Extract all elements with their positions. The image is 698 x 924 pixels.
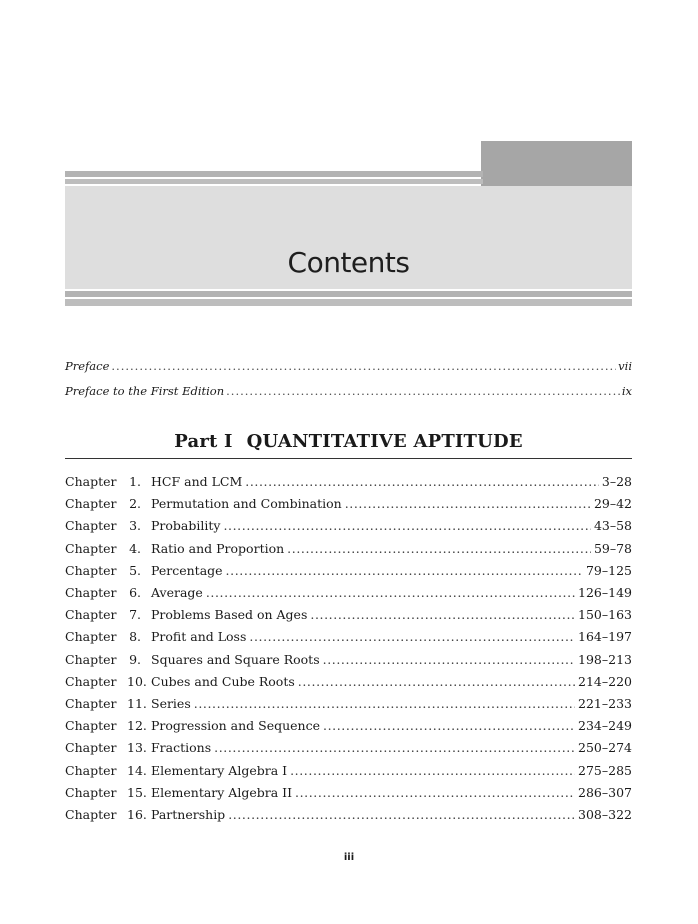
chapter-pages: 43–58 xyxy=(593,518,632,534)
chapter-title: Progression and Sequence xyxy=(151,718,321,734)
toc-entry-chapter[interactable] xyxy=(65,563,632,581)
chapter-pages: 29–42 xyxy=(593,496,632,512)
chapter-label: Chapter xyxy=(65,585,117,600)
chapter-number: 2. xyxy=(129,496,141,512)
chapter-label: Chapter xyxy=(65,607,117,623)
toc-entry-chapter[interactable] xyxy=(65,652,632,670)
leader-dots xyxy=(345,496,591,511)
leader-dots xyxy=(245,474,599,489)
leader-dots xyxy=(214,740,575,755)
part-label: Part I xyxy=(174,431,233,452)
chapter-number: 11. xyxy=(127,696,147,711)
chapter-title: Problems Based on Ages xyxy=(151,607,308,623)
banner-stripe xyxy=(65,171,483,177)
chapter-pages: 126–149 xyxy=(578,585,632,600)
chapter-title: Profit and Loss xyxy=(151,629,247,645)
chapter-title: Elementary Algebra II xyxy=(151,784,293,800)
chapter-pages: 198–213 xyxy=(578,651,632,667)
chapter-number: 3. xyxy=(129,518,141,534)
chapter-pages: 79–125 xyxy=(585,562,632,578)
toc-entry-chapter[interactable] xyxy=(65,674,632,692)
leader-dots xyxy=(295,785,575,800)
chapter-title: Percentage xyxy=(151,562,223,578)
entry-page: ix xyxy=(621,384,632,398)
entry-page: vii xyxy=(618,359,632,373)
part-heading xyxy=(65,431,632,452)
leader-dots xyxy=(206,585,575,600)
chapter-number: 16. xyxy=(127,807,147,822)
chapter-label: Chapter xyxy=(65,651,117,667)
chapter-label: Chapter xyxy=(65,696,117,711)
leader-dots xyxy=(323,652,575,667)
leader-dots xyxy=(194,696,575,711)
chapter-number: 13. xyxy=(127,740,147,756)
chapter-number: 8. xyxy=(129,629,141,645)
banner-tab xyxy=(481,141,632,186)
chapter-label: Chapter xyxy=(65,629,117,645)
chapter-title: Elementary Algebra I xyxy=(151,762,288,778)
entry-title: Preface to the First Edition xyxy=(65,384,225,398)
chapter-pages: 150–163 xyxy=(578,607,632,623)
banner-stripe xyxy=(65,299,632,306)
chapter-number: 7. xyxy=(129,607,141,623)
chapter-number: 6. xyxy=(129,585,141,600)
chapter-number: 15. xyxy=(127,784,147,800)
chapter-pages: 164–197 xyxy=(578,629,632,645)
chapter-title: Fractions xyxy=(151,740,212,756)
toc-entry-chapter[interactable] xyxy=(65,518,632,536)
leader-dots xyxy=(226,563,583,578)
chapter-pages: 275–285 xyxy=(578,762,632,778)
contents-banner xyxy=(65,141,632,307)
chapter-number: 14. xyxy=(127,762,147,778)
chapter-pages: 59–78 xyxy=(593,540,632,556)
toc-entry-chapter[interactable] xyxy=(65,718,632,736)
banner-stripe xyxy=(65,179,483,184)
chapter-title: Cubes and Cube Roots xyxy=(151,673,295,689)
chapter-label: Chapter xyxy=(65,784,117,800)
toc-entry-chapter[interactable] xyxy=(65,785,632,803)
chapter-number: 12. xyxy=(127,718,147,734)
entry-title: Preface xyxy=(65,359,110,373)
leader-dots xyxy=(111,359,616,373)
leader-dots xyxy=(310,607,575,622)
chapter-pages: 250–274 xyxy=(578,740,632,756)
toc-entry-chapter[interactable] xyxy=(65,629,632,647)
chapter-label: Chapter xyxy=(65,718,117,734)
toc-entry-chapter[interactable] xyxy=(65,740,632,758)
chapter-label: Chapter xyxy=(65,673,117,689)
toc-entry-preface-first-edition[interactable] xyxy=(65,384,632,402)
chapter-title: Partnership xyxy=(151,807,226,822)
chapter-title: Ratio and Proportion xyxy=(151,540,285,556)
chapter-pages: 214–220 xyxy=(578,673,632,689)
leader-dots xyxy=(290,763,575,778)
toc-entry-chapter[interactable] xyxy=(65,696,632,714)
chapter-pages: 234–249 xyxy=(578,718,632,734)
chapter-label: Chapter xyxy=(65,474,117,489)
toc-entry-chapter[interactable] xyxy=(65,807,632,825)
chapter-title: HCF and LCM xyxy=(151,474,243,489)
chapter-title: Permutation and Combination xyxy=(151,496,342,512)
chapter-label: Chapter xyxy=(65,807,117,822)
chapter-number: 4. xyxy=(129,540,141,556)
part-title: QUANTITATIVE APTITUDE xyxy=(246,431,523,452)
leader-dots xyxy=(249,629,575,644)
chapter-pages: 3–28 xyxy=(601,474,632,489)
chapter-number: 1. xyxy=(129,474,141,489)
chapter-title: Squares and Square Roots xyxy=(151,651,320,667)
leader-dots xyxy=(223,518,590,533)
chapter-pages: 308–322 xyxy=(578,807,632,822)
toc-entry-preface[interactable] xyxy=(65,359,632,377)
banner-stripe xyxy=(65,291,632,297)
chapter-title: Probability xyxy=(151,518,221,534)
leader-dots xyxy=(298,674,575,689)
leader-dots xyxy=(323,718,575,733)
chapter-pages: 286–307 xyxy=(578,784,632,800)
toc-entry-chapter[interactable] xyxy=(65,496,632,514)
chapter-label: Chapter xyxy=(65,518,117,534)
chapter-pages: 221–233 xyxy=(578,696,632,711)
toc-entry-chapter[interactable] xyxy=(65,585,632,603)
toc-entry-chapter[interactable] xyxy=(65,607,632,625)
leader-dots xyxy=(228,807,575,822)
chapter-label: Chapter xyxy=(65,562,117,578)
toc-entry-chapter[interactable] xyxy=(65,474,632,492)
page-title: Contents xyxy=(287,246,410,279)
chapter-title: Series xyxy=(151,696,191,711)
leader-dots xyxy=(287,541,591,556)
chapter-label: Chapter xyxy=(65,740,117,756)
page-number: iii xyxy=(343,852,355,863)
chapter-number: 10. xyxy=(127,673,147,689)
divider xyxy=(65,458,632,459)
chapter-number: 9. xyxy=(129,651,141,667)
toc-entry-chapter[interactable] xyxy=(65,541,632,559)
chapter-label: Chapter xyxy=(65,762,117,778)
chapter-title: Average xyxy=(151,585,203,600)
chapter-label: Chapter xyxy=(65,496,117,512)
toc-entry-chapter[interactable] xyxy=(65,763,632,781)
chapter-label: Chapter xyxy=(65,540,117,556)
chapter-number: 5. xyxy=(129,562,141,578)
leader-dots xyxy=(226,384,620,398)
